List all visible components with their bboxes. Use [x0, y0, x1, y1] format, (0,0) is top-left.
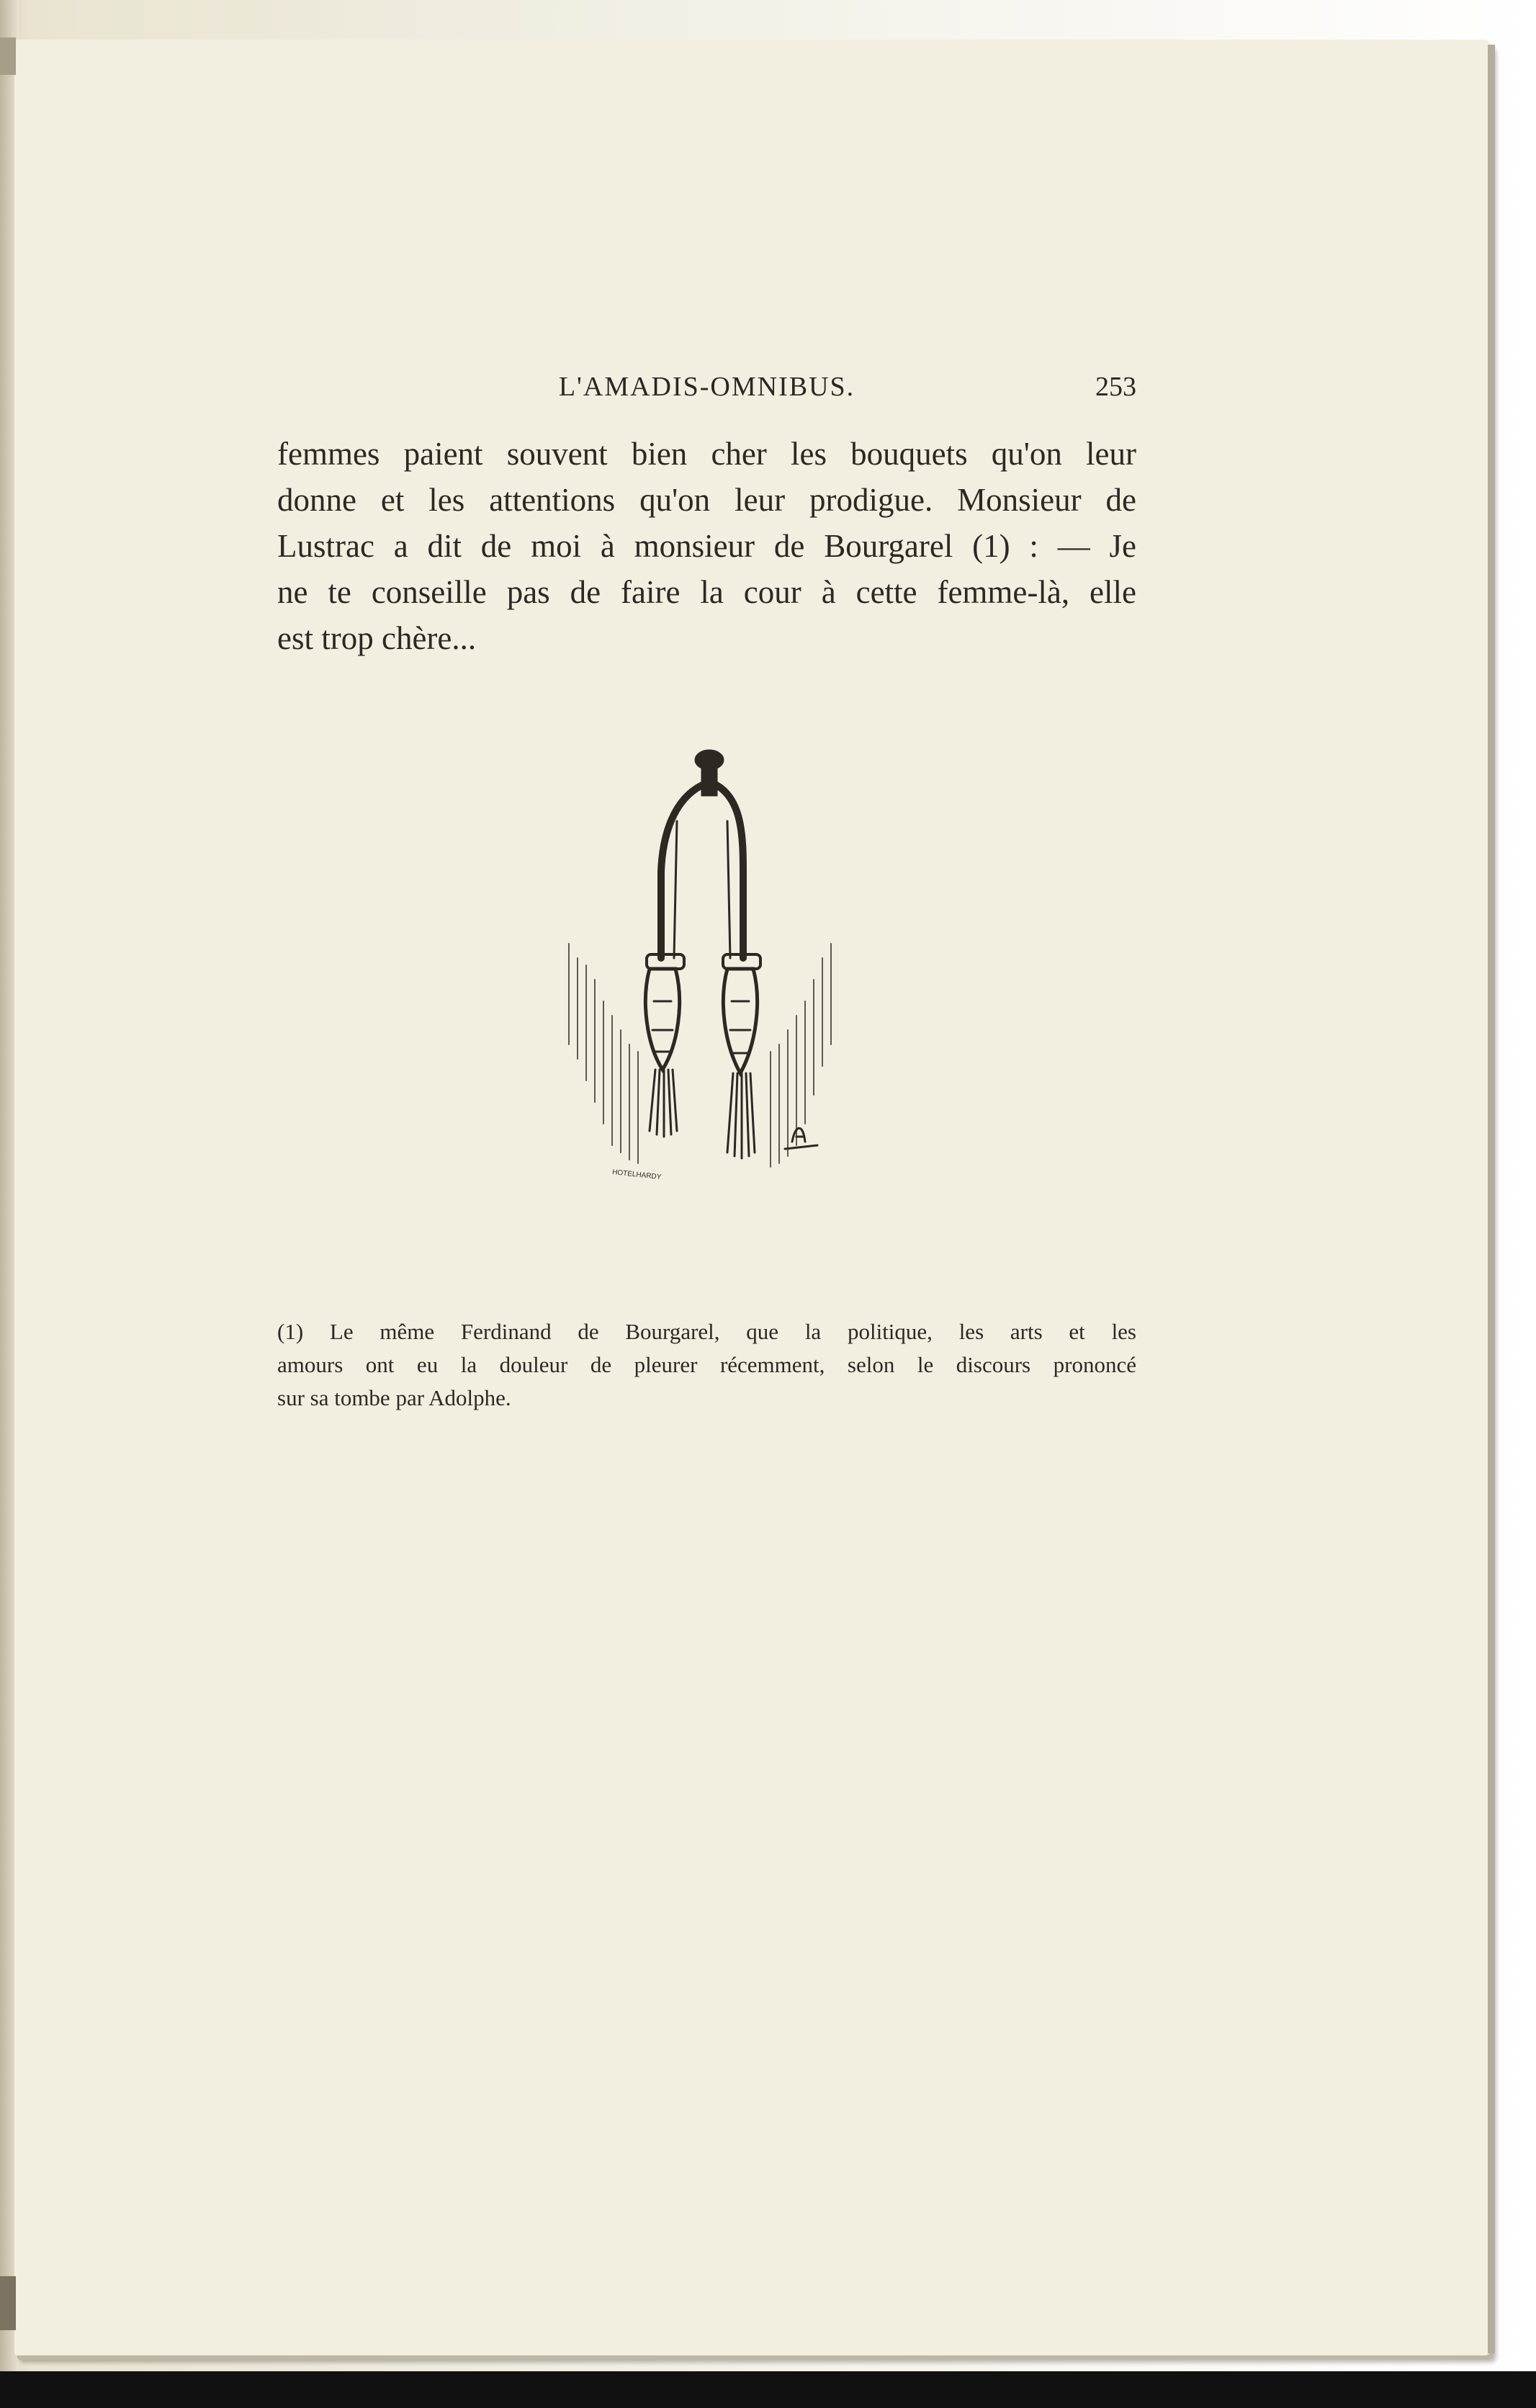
body-line: Lustrac a dit de moi à monsieur de Bourgarel (1) : — Je [277, 528, 1136, 564]
engraver-signature: HOTELHARDY [611, 1168, 662, 1182]
tassel-illustration [554, 742, 857, 1196]
page-number: 253 [1095, 372, 1136, 402]
scan-bottom-edge [0, 2371, 1536, 2408]
footnote [277, 1315, 1136, 1415]
footnote-line: amours ont eu la douleur de pleurer récemment, selon le discours prononcé [277, 1352, 1136, 1377]
artist-monogram [785, 1128, 817, 1149]
body-line: est trop chère... [277, 620, 477, 656]
body-paragraph [277, 431, 1136, 661]
body-line: donne et les attentions qu'on leur prodigue. Monsieur de [277, 482, 1136, 518]
wall-shadow-hatching [569, 944, 831, 1167]
binding-mark-bottom [0, 2276, 16, 2330]
running-title: L'AMADIS-OMNIBUS. [558, 372, 855, 402]
body-line: femmes paient souvent bien cher les bouquets qu'on leur [277, 436, 1136, 472]
body-line: ne te conseille pas de faire la cour à cette femme-là, elle [277, 574, 1136, 610]
binding-mark-top [0, 37, 16, 75]
footnote-line: (1) Le même Ferdinand de Bourgarel, que la politique, les arts et les [277, 1319, 1136, 1344]
footnote-line: sur sa tombe par Adolphe. [277, 1385, 511, 1410]
running-header [277, 371, 1136, 414]
left-tassel [645, 954, 684, 1137]
page-edge [1488, 45, 1495, 2353]
right-tassel [723, 954, 760, 1158]
